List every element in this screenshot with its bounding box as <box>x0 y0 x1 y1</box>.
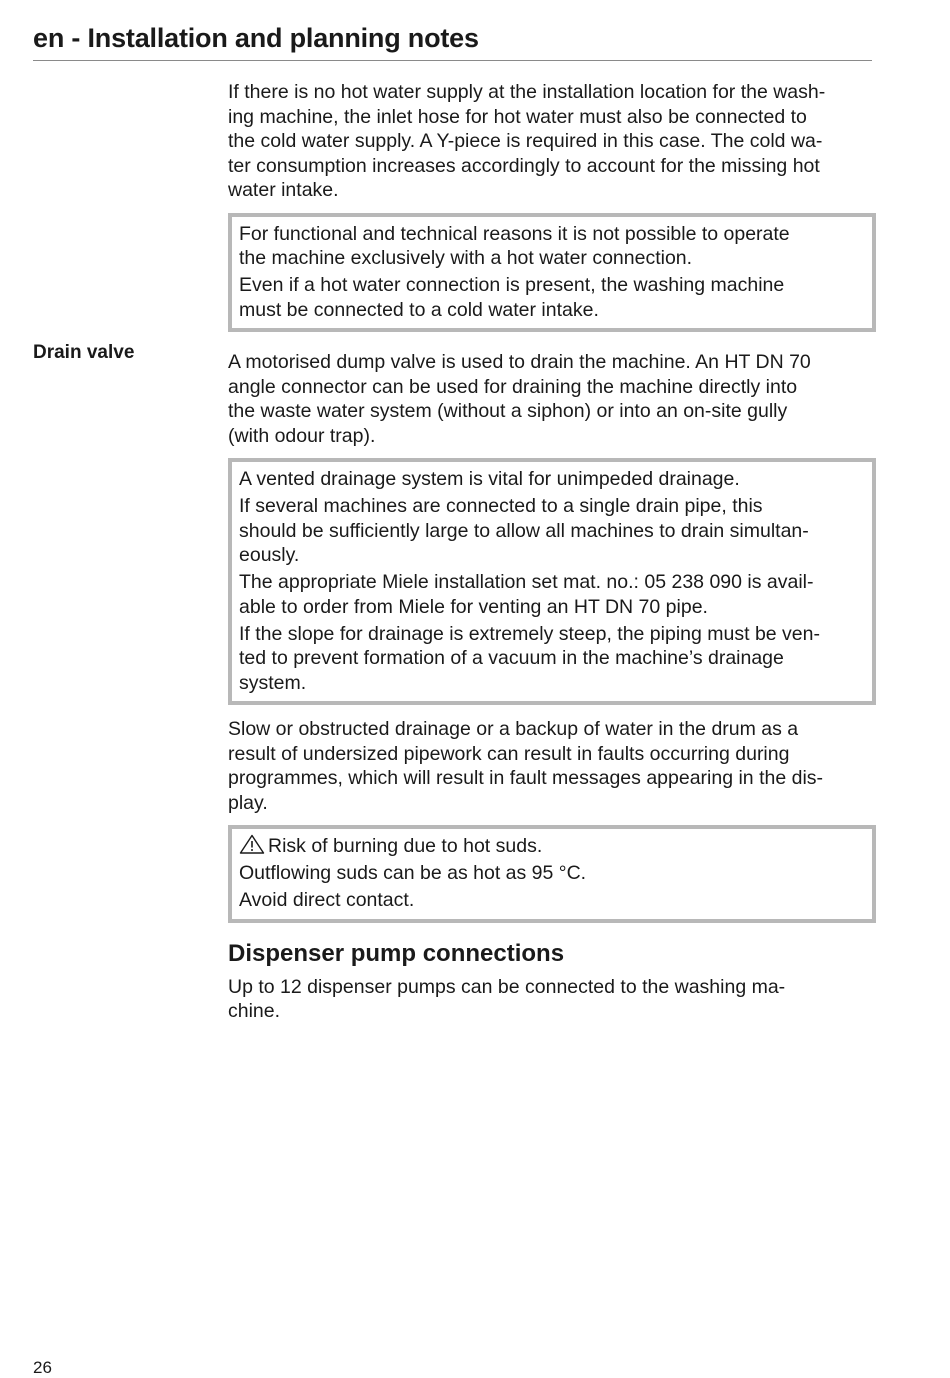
hot-water-note-box <box>228 213 876 333</box>
note-paragraph: For functional and technical reasons it is not possible to operate the machine exclusively with a hot water connection. <box>239 222 790 269</box>
note-paragraph: If the slope for drainage is extremely steep, the piping must be ven- ted to prevent formation of a vacuum in the machine’s drainage system. <box>239 622 820 694</box>
warning-line: Risk of burning due to hot suds. <box>239 834 864 859</box>
page-header <box>33 20 872 61</box>
drain-valve-paragraph: A motorised dump valve is used to drain the machine. An HT DN 70 angle connector can be used for draining the machine directly into the waste water system (without a siphon) or into an on-site gully (with odour trap). <box>228 351 811 447</box>
dispenser-pump-paragraph: Up to 12 dispenser pumps can be connected to the washing ma- chine. <box>228 975 786 1022</box>
page-number: 26 <box>33 1358 52 1377</box>
intro-paragraph: If there is no hot water supply at the installation location for the wash- ing machine, the inlet hose for hot water must also be connected to the cold water supply. A Y-piece is required in this case. The cold wa- ter consumption increases accordingly to account for the missing hot water intake. <box>228 81 826 201</box>
page-title: en - Installation and planning notes <box>33 23 479 53</box>
note-paragraph: Even if a hot water connection is present, the washing machine must be connected to a cold water intake. <box>239 274 785 321</box>
note-paragraph: A vented drainage system is vital for unimpeded drainage. <box>239 468 740 490</box>
note-paragraph: The appropriate Miele installation set mat. no.: 05 238 090 is avail- able to order from Miele for venting an HT DN 70 pipe. <box>239 571 814 618</box>
note-paragraph: If several machines are connected to a single drain pipe, this should be sufficiently large to allow all machines to drain simultan- eously. <box>239 495 809 566</box>
warning-triangle-icon <box>239 834 265 854</box>
dispenser-pump-heading: Dispenser pump connections <box>228 939 565 967</box>
drain-valve-label: Drain valve <box>33 342 135 363</box>
warning-line: Outflowing suds can be as hot as 95 °C. <box>239 862 587 884</box>
hot-suds-warning-box <box>228 825 876 923</box>
drainage-note-box <box>228 458 876 705</box>
main-content <box>228 80 876 1034</box>
warning-line: Avoid direct contact. <box>239 889 415 911</box>
slow-drainage-paragraph: Slow or obstructed drainage or a backup of water in the drum as a result of undersized pipework can result in faults occurring during programmes, which will result in fault messages appearing in the dis- play. <box>228 718 824 814</box>
